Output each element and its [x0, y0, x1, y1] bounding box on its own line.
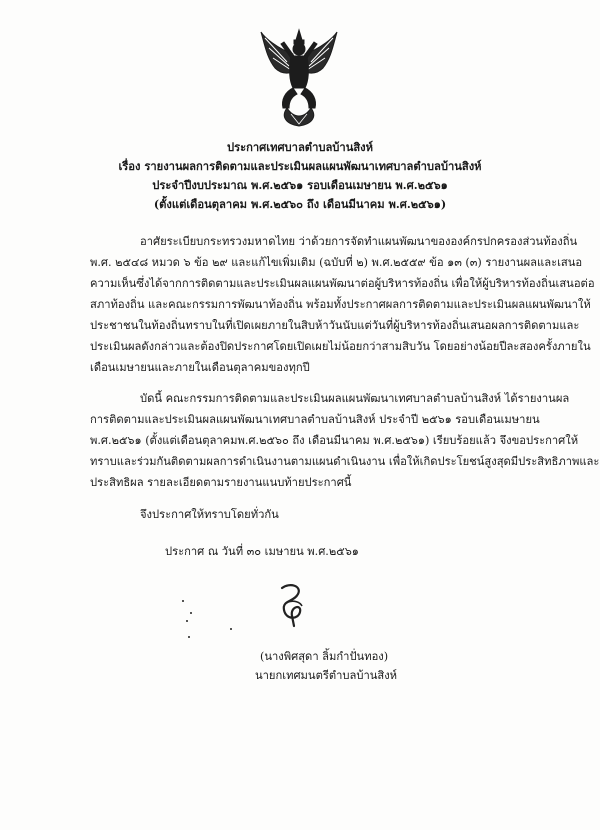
- paragraph-line: ทราบและร่วมกันติดตามผลการดำเนินงานตามแผนดำเนินงาน เพื่อให้เกิดประโยชน์สูงสุดมีประสิทธิภาพและ: [90, 455, 600, 468]
- signatory-name: (นางพิศสุดา ลิ้มกำปั่นทอง): [260, 650, 389, 663]
- period-line: (ตั้งแต่เดือนตุลาคม พ.ศ.๒๕๖๐ ถึง เดือนมีนาคม พ.ศ.๒๕๖๑): [153, 197, 447, 211]
- paragraph-line: ประสิทธิผล รายละเอียดตามรายงานแนบท้ายประกาศนี้: [90, 476, 352, 489]
- scan-speck: [182, 600, 184, 602]
- announcement-date: ประกาศ ณ วันที่ ๓๐ เมษายน พ.ศ.๒๕๖๑: [165, 545, 359, 558]
- scan-speck: [190, 612, 192, 614]
- closing-statement: จึงประกาศให้ทราบโดยทั่วกัน: [140, 508, 279, 521]
- scan-speck: [186, 620, 188, 622]
- subject-line: เรื่อง รายงานผลการติดตามและประเมินผลแผนพัฒนาเทศบาลตำบลบ้านสิงห์: [118, 159, 482, 173]
- paragraph-line: เดือนเมษายนและภายในเดือนตุลาคมของทุกปี: [90, 361, 310, 374]
- paragraph-line: พ.ศ.๒๕๖๑ (ตั้งแต่เดือนตุลาคมพ.ศ.๒๕๖๐ ถึง เดือนมีนาคม พ.ศ.๒๕๖๑) เรียบร้อยแล้ว จึงขอประกาศให้: [90, 434, 579, 447]
- scan-speck: [230, 628, 232, 630]
- signature-mark: [268, 580, 318, 630]
- paragraph-line: พ.ศ. ๒๕๔๘ หมวด ๖ ข้อ ๒๙ และแก้ไขเพิ่มเติม (ฉบับที่ ๒) พ.ศ.๒๕๕๙ ข้อ ๑๓ (๓) รายงานผลและเสนอ: [90, 256, 583, 269]
- paragraph-line: สภาท้องถิ่น และคณะกรรมการพัฒนาท้องถิ่น พร้อมทั้งประกาศผลการติดตามและประเมินผลแผนพัฒนาให้: [90, 298, 591, 311]
- fiscal-year-line: ประจำปีงบประมาณ พ.ศ.๒๕๖๑ รอบเดือนเมษายน พ.ศ.๒๕๖๑: [152, 178, 448, 192]
- paragraph-line: ประเมินผลดังกล่าวและต้องปิดประกาศโดยเปิดเผยไม่น้อยกว่าสามสิบวัน โดยอย่างน้อยปีละสองครั้งภายใน: [90, 340, 591, 353]
- paragraph-line: การติดตามและประเมินผลแผนพัฒนาเทศบาลตำบลบ้านสิงห์ ประจำปี ๒๕๖๑ รอบเดือนเมษายน: [90, 413, 540, 426]
- paragraph-line: ความเห็นซึ่งได้จากการติดตามและประเมินผลแผนพัฒนาต่อผู้บริหารท้องถิ่น เพื่อให้ผู้บริหารท้องถิ่นเสนอต่อ: [90, 277, 595, 290]
- garuda-emblem-icon: [257, 28, 341, 128]
- signatory-title: นายกเทศมนตรีตำบลบ้านสิงห์: [255, 669, 398, 682]
- paragraph-line: บัดนี้ คณะกรรมการติดตามและประเมินผลแผนพัฒนาเทศบาลตำบลบ้านสิงห์ ได้รายงานผล: [140, 392, 570, 405]
- paragraph-line: ประชาชนในท้องถิ่นทราบในที่เปิดเผยภายในสิบห้าวันนับแต่วันที่ผู้บริหารท้องถิ่นเสนอผลการติดตามและ: [90, 319, 580, 332]
- paragraph-line: อาศัยระเบียบกระทรวงมหาดไทย ว่าด้วยการจัดทำแผนพัฒนาขององค์กรปกครองส่วนท้องถิ่น: [140, 235, 578, 248]
- scan-speck: [188, 636, 190, 638]
- announcement-title: ประกาศเทศบาลตำบลบ้านสิงห์: [226, 140, 374, 154]
